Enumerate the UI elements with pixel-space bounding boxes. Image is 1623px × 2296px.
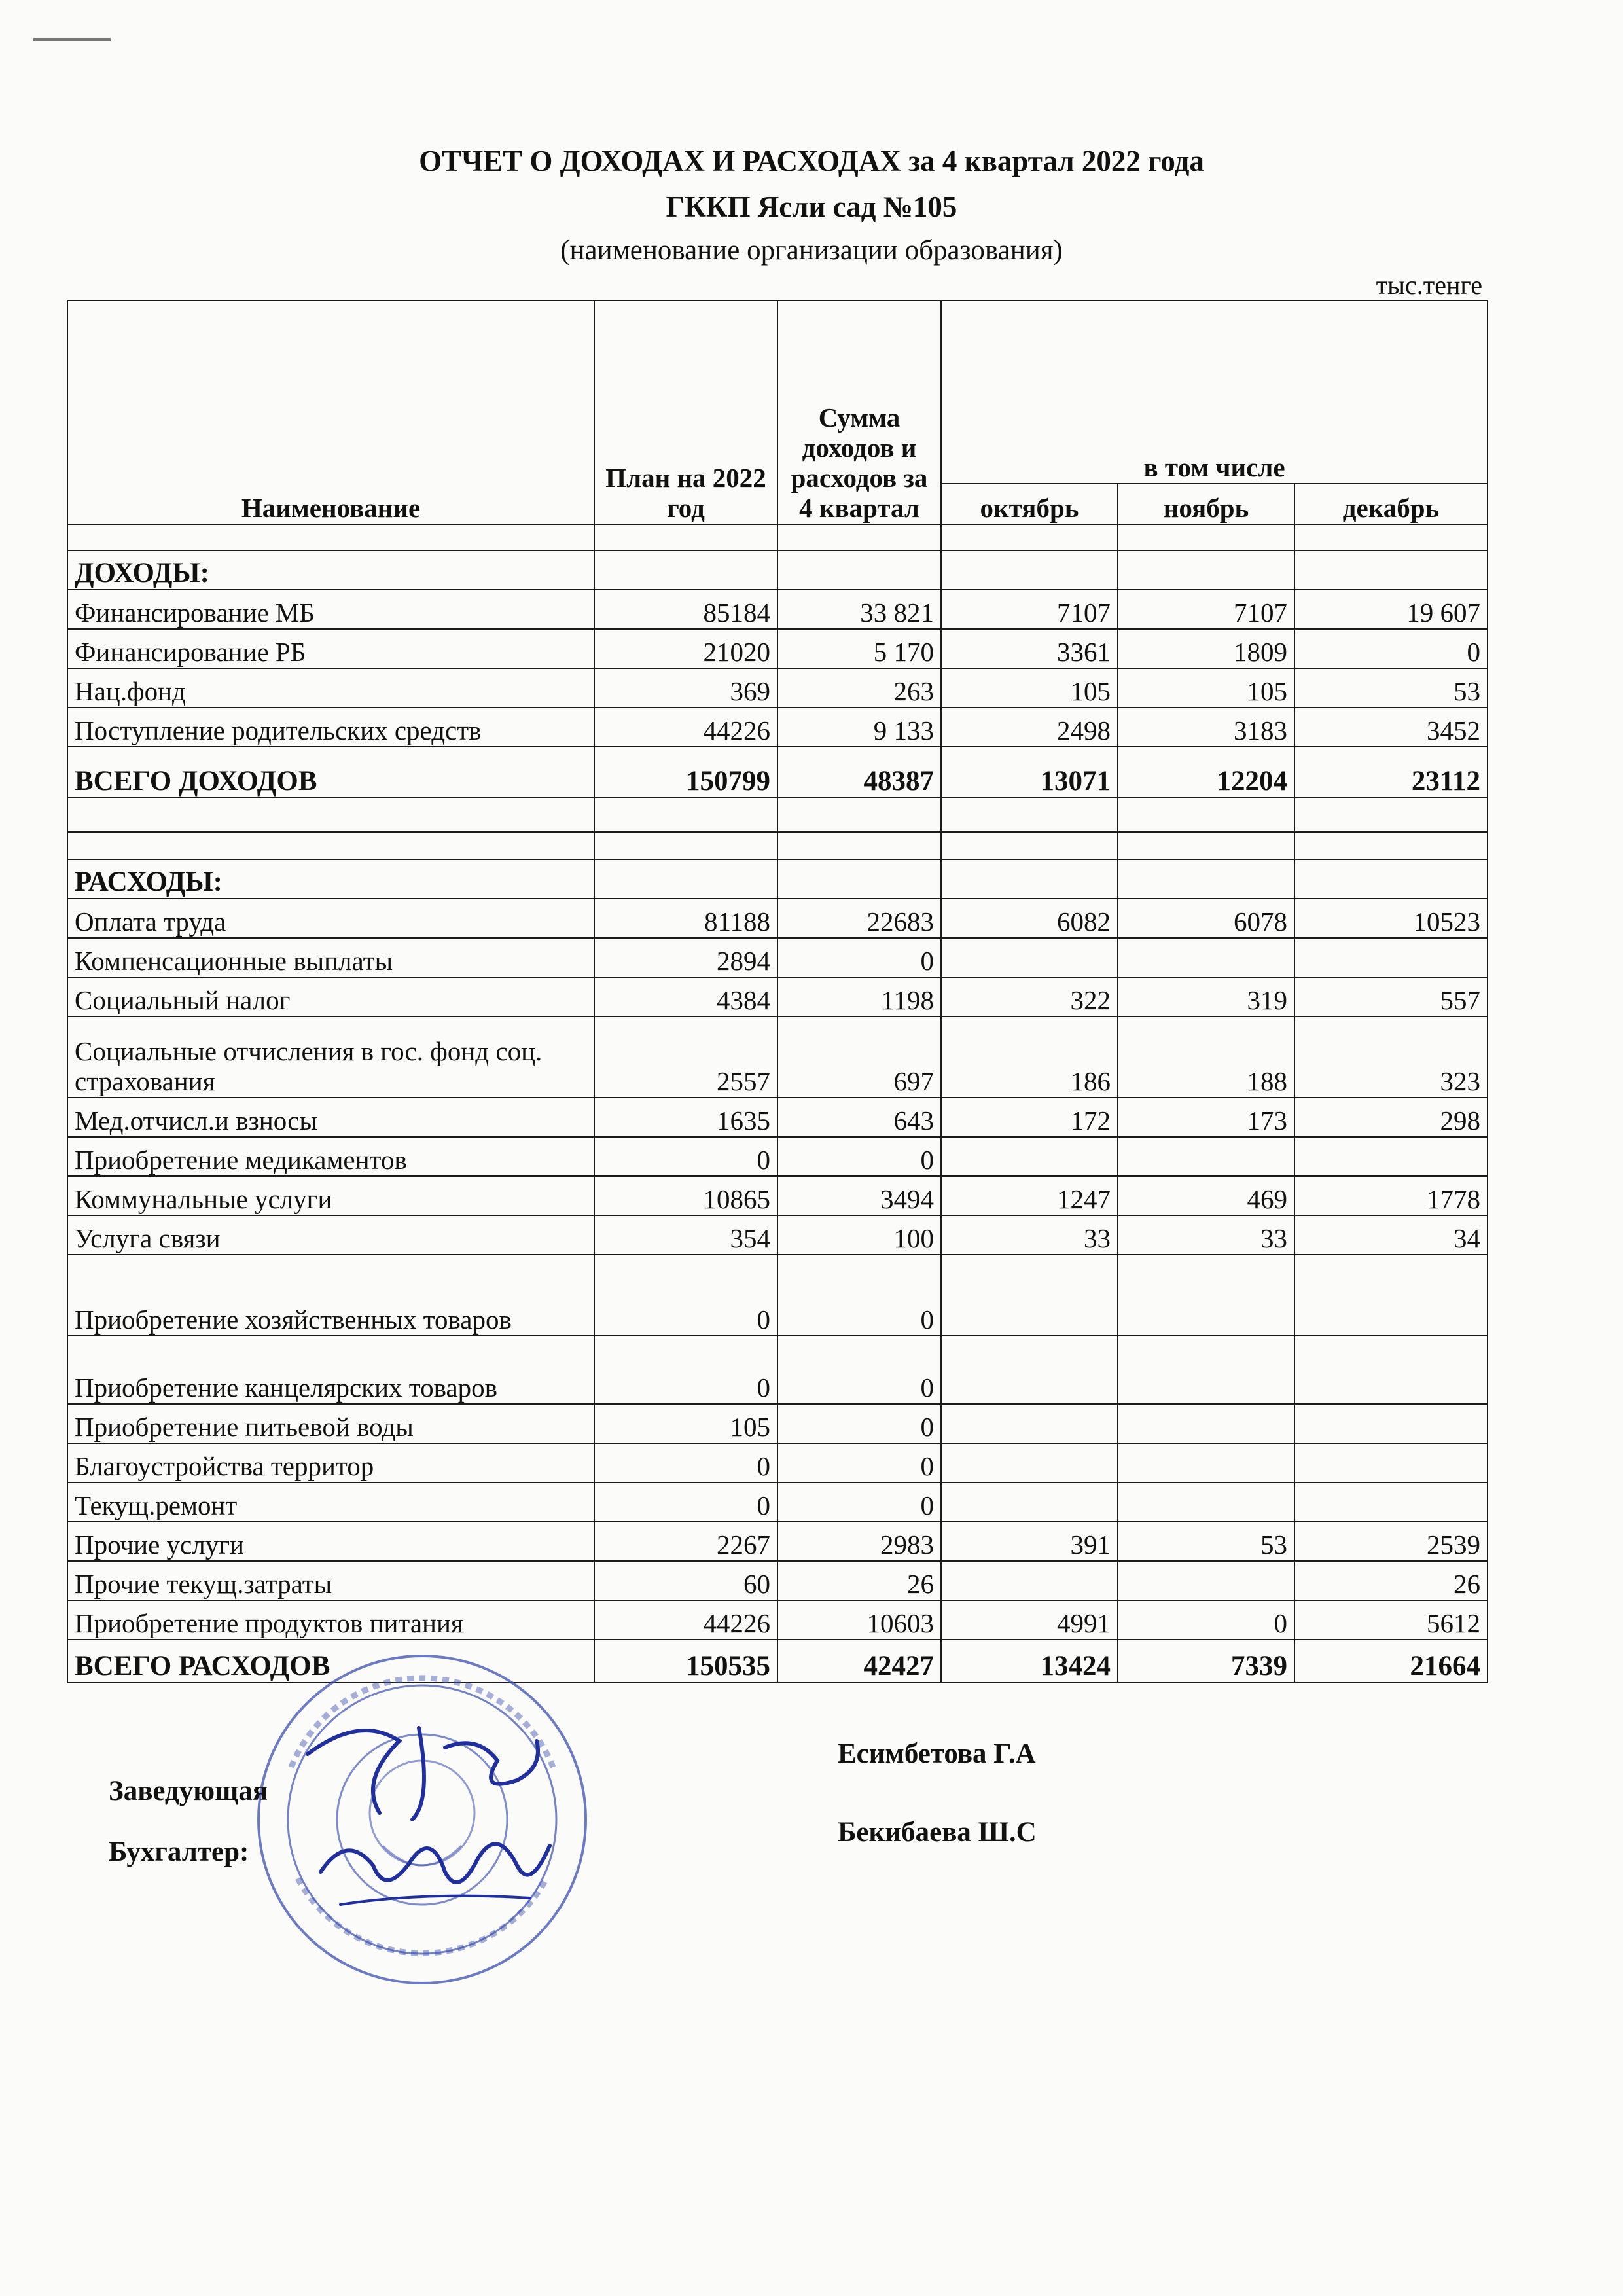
cell-nov xyxy=(1118,1482,1294,1522)
cell-oct: 186 xyxy=(941,1016,1118,1098)
cell-oct: 3361 xyxy=(941,629,1118,668)
header-november: ноябрь xyxy=(1118,484,1294,524)
cell-plan: 2267 xyxy=(594,1522,777,1561)
cell-dec: 1778 xyxy=(1294,1176,1488,1215)
cell-oct xyxy=(941,1443,1118,1482)
table-row xyxy=(67,798,1488,832)
row-label: Финансирование РБ xyxy=(67,629,594,668)
header-including: в том числе xyxy=(941,300,1488,484)
row-label: Социальные отчисления в гос. фонд соц. страхования xyxy=(67,1016,594,1098)
empty-cell xyxy=(594,524,777,550)
row-label: Приобретение хозяйственных товаров xyxy=(67,1255,594,1336)
empty-cell xyxy=(1118,798,1294,832)
cell-plan: 44226 xyxy=(594,1600,777,1640)
cell-plan: 4384 xyxy=(594,977,777,1016)
cell-sum: 0 xyxy=(777,1255,941,1336)
cell-dec xyxy=(1294,1255,1488,1336)
cell-sum: 3494 xyxy=(777,1176,941,1215)
section-label: ДОХОДЫ: xyxy=(67,550,594,590)
cell-dec xyxy=(1294,1137,1488,1176)
cell-oct: 7107 xyxy=(941,590,1118,629)
cell-dec: 323 xyxy=(1294,1016,1488,1098)
cell-nov: 0 xyxy=(1118,1600,1294,1640)
cell-oct: 2498 xyxy=(941,708,1118,747)
empty-cell xyxy=(1118,859,1294,899)
cell-dec: 3452 xyxy=(1294,708,1488,747)
cell-plan: 1635 xyxy=(594,1098,777,1137)
row-label: Услуга связи xyxy=(67,1215,594,1255)
empty-cell xyxy=(1118,524,1294,550)
cell-dec xyxy=(1294,1336,1488,1404)
empty-cell xyxy=(777,859,941,899)
cell-plan: 0 xyxy=(594,1137,777,1176)
cell-oct xyxy=(941,1336,1118,1404)
section-label: РАСХОДЫ: xyxy=(67,859,594,899)
table-row xyxy=(67,1137,1488,1176)
cell-nov: 188 xyxy=(1118,1016,1294,1098)
table-row xyxy=(67,668,1488,708)
empty-cell xyxy=(1294,832,1488,859)
handwritten-signature xyxy=(281,1702,569,1964)
cell-nov: 3183 xyxy=(1118,708,1294,747)
table-row xyxy=(67,1336,1488,1404)
header-name: Наименование xyxy=(67,300,594,524)
cell-plan: 354 xyxy=(594,1215,777,1255)
cell-nov xyxy=(1118,1443,1294,1482)
cell-dec xyxy=(1294,1404,1488,1443)
cell-plan: 150799 xyxy=(594,747,777,798)
cell-dec: 298 xyxy=(1294,1098,1488,1137)
cell-plan: 44226 xyxy=(594,708,777,747)
cell-nov: 173 xyxy=(1118,1098,1294,1137)
accountant-name: Бекибаева Ш.С xyxy=(838,1817,1037,1848)
cell-nov: 7339 xyxy=(1118,1640,1294,1683)
table-row xyxy=(67,590,1488,629)
cell-sum: 26 xyxy=(777,1561,941,1600)
cell-oct xyxy=(941,1561,1118,1600)
cell-dec: 23112 xyxy=(1294,747,1488,798)
table-row xyxy=(67,1098,1488,1137)
header-october: октябрь xyxy=(941,484,1118,524)
cell-sum: 0 xyxy=(777,1336,941,1404)
cell-oct: 33 xyxy=(941,1215,1118,1255)
table-row xyxy=(67,977,1488,1016)
table-row xyxy=(67,1561,1488,1600)
row-label: Прочие текущ.затраты xyxy=(67,1561,594,1600)
table-row xyxy=(67,1443,1488,1482)
cell-oct: 172 xyxy=(941,1098,1118,1137)
cell-nov: 53 xyxy=(1118,1522,1294,1561)
cell-plan: 0 xyxy=(594,1482,777,1522)
cell-sum: 643 xyxy=(777,1098,941,1137)
cell-nov: 319 xyxy=(1118,977,1294,1016)
head-name: Есимбетова Г.А xyxy=(838,1738,1036,1769)
empty-cell xyxy=(1294,859,1488,899)
row-label: Приобретение продуктов питания xyxy=(67,1600,594,1640)
cell-plan: 81188 xyxy=(594,899,777,938)
cell-nov: 7107 xyxy=(1118,590,1294,629)
cell-nov xyxy=(1118,1336,1294,1404)
cell-nov: 33 xyxy=(1118,1215,1294,1255)
cell-dec: 0 xyxy=(1294,629,1488,668)
cell-nov xyxy=(1118,1255,1294,1336)
cell-sum: 100 xyxy=(777,1215,941,1255)
cell-nov: 1809 xyxy=(1118,629,1294,668)
empty-cell xyxy=(594,550,777,590)
cell-dec xyxy=(1294,1443,1488,1482)
empty-cell xyxy=(1118,550,1294,590)
cell-dec: 26 xyxy=(1294,1561,1488,1600)
row-label: Текущ.ремонт xyxy=(67,1482,594,1522)
cell-sum: 697 xyxy=(777,1016,941,1098)
table-row xyxy=(67,899,1488,938)
table-row xyxy=(67,1522,1488,1561)
report-title: ОТЧЕТ О ДОХОДАХ И РАСХОДАХ за 4 квартал 2022 года xyxy=(419,145,1204,177)
cell-plan: 0 xyxy=(594,1443,777,1482)
cell-plan: 10865 xyxy=(594,1176,777,1215)
row-label: Приобретение медикаментов xyxy=(67,1137,594,1176)
cell-oct xyxy=(941,938,1118,977)
units-label: тыс.тенге xyxy=(1376,270,1482,300)
row-label: Социальный налог xyxy=(67,977,594,1016)
cell-sum: 5 170 xyxy=(777,629,941,668)
table-row xyxy=(67,938,1488,977)
empty-cell xyxy=(1294,524,1488,550)
row-label: Поступление родительских средств xyxy=(67,708,594,747)
cell-sum: 0 xyxy=(777,1404,941,1443)
empty-cell xyxy=(594,798,777,832)
empty-cell xyxy=(67,524,594,550)
empty-cell xyxy=(777,524,941,550)
header-december: декабрь xyxy=(1294,484,1488,524)
table-row xyxy=(67,550,1488,590)
cell-nov: 469 xyxy=(1118,1176,1294,1215)
empty-cell xyxy=(777,550,941,590)
cell-nov: 12204 xyxy=(1118,747,1294,798)
header-plan: План на 2022 год xyxy=(594,300,777,524)
row-label: Коммунальные услуги xyxy=(67,1176,594,1215)
cell-plan: 2557 xyxy=(594,1016,777,1098)
cell-oct xyxy=(941,1482,1118,1522)
row-label: Нац.фонд xyxy=(67,668,594,708)
row-label: ВСЕГО ДОХОДОВ xyxy=(67,747,594,798)
cell-nov xyxy=(1118,1561,1294,1600)
accountant-role: Бухгалтер: xyxy=(109,1837,249,1867)
scan-edge-mark xyxy=(33,38,111,41)
row-label: Компенсационные выплаты xyxy=(67,938,594,977)
table-row xyxy=(67,1016,1488,1098)
table-row xyxy=(67,1482,1488,1522)
cell-nov: 6078 xyxy=(1118,899,1294,938)
row-label: Финансирование МБ xyxy=(67,590,594,629)
cell-dec: 557 xyxy=(1294,977,1488,1016)
empty-cell xyxy=(67,832,594,859)
empty-cell xyxy=(1294,550,1488,590)
cell-sum: 0 xyxy=(777,1482,941,1522)
cell-sum: 263 xyxy=(777,668,941,708)
cell-plan: 105 xyxy=(594,1404,777,1443)
cell-oct xyxy=(941,1255,1118,1336)
cell-nov xyxy=(1118,1137,1294,1176)
cell-sum: 2983 xyxy=(777,1522,941,1561)
empty-cell xyxy=(941,550,1118,590)
table-row xyxy=(67,1215,1488,1255)
row-label: Благоустройства территор xyxy=(67,1443,594,1482)
table-row xyxy=(67,747,1488,798)
cell-oct: 13071 xyxy=(941,747,1118,798)
cell-sum: 0 xyxy=(777,938,941,977)
empty-cell xyxy=(777,798,941,832)
empty-cell xyxy=(67,798,594,832)
head-role: Заведующая xyxy=(109,1776,268,1806)
empty-cell xyxy=(777,832,941,859)
row-label: Оплата труда xyxy=(67,899,594,938)
table-row xyxy=(67,1600,1488,1640)
cell-plan: 85184 xyxy=(594,590,777,629)
cell-dec xyxy=(1294,1482,1488,1522)
cell-sum: 1198 xyxy=(777,977,941,1016)
header-sum: Сумма доходов и расходов за 4 квартал xyxy=(777,300,941,524)
row-label: Мед.отчисл.и взносы xyxy=(67,1098,594,1137)
cell-plan: 21020 xyxy=(594,629,777,668)
cell-dec: 10523 xyxy=(1294,899,1488,938)
cell-sum: 0 xyxy=(777,1137,941,1176)
cell-oct: 1247 xyxy=(941,1176,1118,1215)
cell-oct: 105 xyxy=(941,668,1118,708)
table-row xyxy=(67,1176,1488,1215)
cell-sum: 22683 xyxy=(777,899,941,938)
empty-cell xyxy=(594,832,777,859)
cell-sum: 10603 xyxy=(777,1600,941,1640)
cell-dec: 53 xyxy=(1294,668,1488,708)
cell-dec: 21664 xyxy=(1294,1640,1488,1683)
cell-plan: 2894 xyxy=(594,938,777,977)
table-row xyxy=(67,1404,1488,1443)
empty-cell xyxy=(1118,832,1294,859)
empty-cell xyxy=(941,524,1118,550)
row-label: Прочие услуги xyxy=(67,1522,594,1561)
cell-oct: 4991 xyxy=(941,1600,1118,1640)
organization-name: ГККП Ясли сад №105 xyxy=(666,190,957,223)
cell-oct xyxy=(941,1137,1118,1176)
cell-nov xyxy=(1118,1404,1294,1443)
row-label: Приобретение питьевой воды xyxy=(67,1404,594,1443)
cell-nov xyxy=(1118,938,1294,977)
row-label: Приобретение канцелярских товаров xyxy=(67,1336,594,1404)
cell-sum: 0 xyxy=(777,1443,941,1482)
income-expense-table xyxy=(67,300,1488,1683)
cell-sum: 42427 xyxy=(777,1640,941,1683)
cell-oct: 322 xyxy=(941,977,1118,1016)
table-row xyxy=(67,524,1488,550)
cell-plan: 150535 xyxy=(594,1640,777,1683)
cell-sum: 9 133 xyxy=(777,708,941,747)
table-row xyxy=(67,708,1488,747)
cell-dec: 2539 xyxy=(1294,1522,1488,1561)
cell-plan: 369 xyxy=(594,668,777,708)
cell-sum: 33 821 xyxy=(777,590,941,629)
cell-dec xyxy=(1294,938,1488,977)
empty-cell xyxy=(941,832,1118,859)
cell-oct: 391 xyxy=(941,1522,1118,1561)
empty-cell xyxy=(594,859,777,899)
empty-cell xyxy=(941,859,1118,899)
table-row xyxy=(67,832,1488,859)
cell-sum: 48387 xyxy=(777,747,941,798)
cell-dec: 5612 xyxy=(1294,1600,1488,1640)
table-row xyxy=(67,1255,1488,1336)
cell-oct: 6082 xyxy=(941,899,1118,938)
table-row xyxy=(67,629,1488,668)
row-label: ВСЕГО РАСХОДОВ xyxy=(67,1640,594,1683)
cell-oct xyxy=(941,1404,1118,1443)
cell-oct: 13424 xyxy=(941,1640,1118,1683)
cell-nov: 105 xyxy=(1118,668,1294,708)
cell-plan: 0 xyxy=(594,1336,777,1404)
table-row xyxy=(67,859,1488,899)
cell-plan: 60 xyxy=(594,1561,777,1600)
cell-plan: 0 xyxy=(594,1255,777,1336)
empty-cell xyxy=(941,798,1118,832)
organization-caption: (наименование организации образования) xyxy=(560,235,1063,266)
cell-dec: 34 xyxy=(1294,1215,1488,1255)
empty-cell xyxy=(1294,798,1488,832)
cell-dec: 19 607 xyxy=(1294,590,1488,629)
